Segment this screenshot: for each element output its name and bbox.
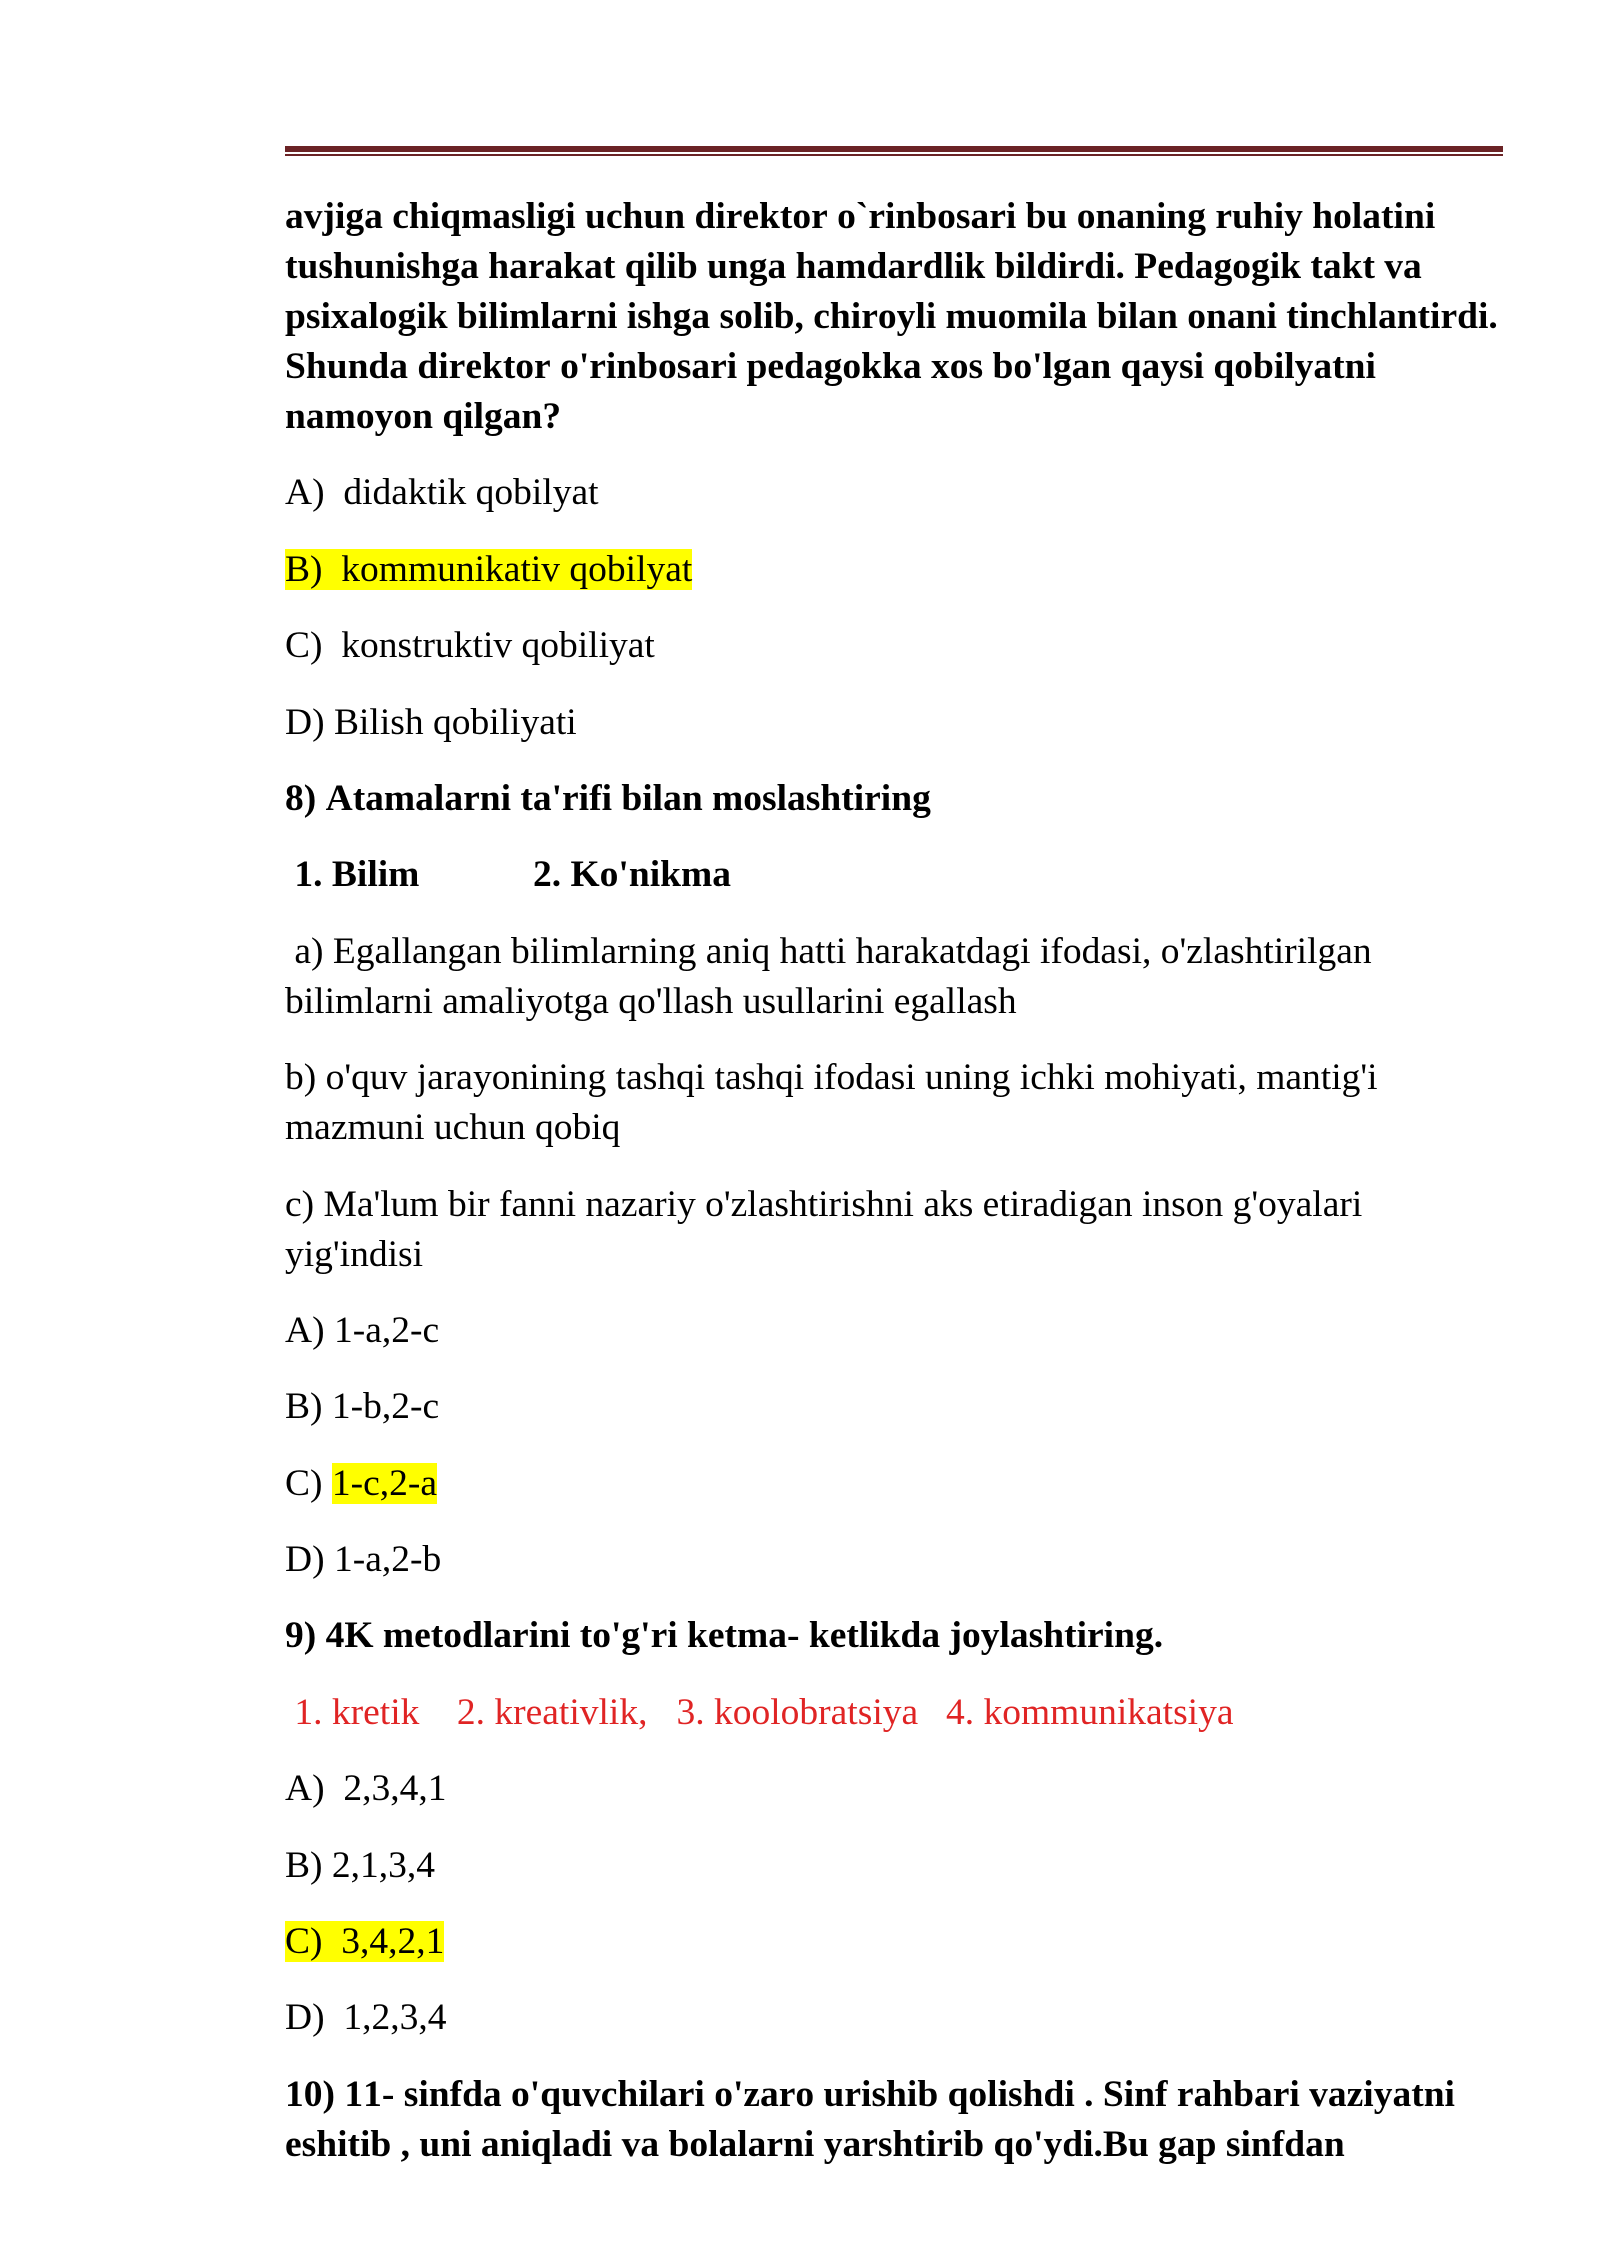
- q9-option-d-content: [285, 1997, 447, 2038]
- q9-option-b: [285, 1841, 1507, 1891]
- option-text: didaktik qobilyat: [343, 472, 599, 514]
- option-label: A): [285, 472, 325, 514]
- option-label: C): [285, 1462, 323, 1504]
- q9-item-3: 3. koolobratsiya: [676, 1691, 919, 1733]
- option-text: kommunikativ qobilyat: [341, 548, 693, 590]
- q8-term-2: 2. Ko'nikma: [533, 854, 731, 896]
- option-label: A): [285, 1309, 325, 1351]
- q7-option-b-content: [285, 549, 692, 590]
- q8-definition-c: c) Ma'lum bir fanni nazariy o'zlashtirishni aks etiradigan inson g'oyalari yig'indisi: [285, 1183, 1363, 1275]
- option-label: D): [285, 1997, 325, 2039]
- q9-item-2: 2. kreativlik,: [456, 1691, 648, 1733]
- q9-item-1: 1. kretik: [294, 1691, 420, 1733]
- option-label: D): [285, 701, 325, 743]
- q7-option-b: [285, 545, 1507, 595]
- q9-item-4: 4. kommunikatsiya: [946, 1691, 1234, 1733]
- option-text: 1-a,2-b: [333, 1539, 442, 1581]
- q8-definition-a: a) Egallangan bilimlarning aniq hatti harakatdagi ifodasi, o'zlashtirilgan bilimlarni amaliyotga qo'llash usullarini egallash: [285, 930, 1372, 1022]
- option-text: 1-c,2-a: [331, 1462, 438, 1504]
- q8-option-d: [285, 1535, 1507, 1585]
- q7-option-a: [285, 468, 1507, 518]
- q7-option-d: [285, 698, 1507, 748]
- option-label: B): [285, 1386, 323, 1428]
- option-text: konstruktiv qobiliyat: [341, 625, 655, 667]
- q8-option-b: [285, 1382, 1507, 1432]
- option-label: D): [285, 1539, 325, 1581]
- q9-question-title: 9) 4K metodlarini to'g'ri ketma- ketlikda joylashtiring.: [285, 1615, 1164, 1657]
- option-text: 1-b,2-c: [331, 1386, 440, 1428]
- option-label: B): [285, 548, 323, 590]
- q7-question-text: avjiga chiqmasligi uchun direktor o`rinbosari bu onaning ruhiy holatini tushunishga harakat qilib unga hamdardlik bildirdi. Pedagogik takt va psixalogik bilimlarni ishga solib, chiroyli muomila bilan onani tinchlantirdi. Shunda direktor o'rinbosari pedagokka xos bo'lgan qaysi qobilyatni namoyon qilgan?: [285, 196, 1498, 437]
- option-text: Bilish qobiliyati: [333, 701, 577, 743]
- q7-option-c-content: [285, 625, 655, 666]
- q8-definition-b: b) o'quv jarayonining tashqi tashqi ifodasi uning ichki mohiyati, mantig'i mazmuni uchun qobiq: [285, 1057, 1378, 1149]
- q9-option-d: [285, 1993, 1507, 2043]
- option-text: 3,4,2,1: [341, 1921, 445, 1963]
- q9-option-a-content: [285, 1768, 447, 1809]
- header-rule-thin-line: [285, 154, 1503, 156]
- q8-option-c: [285, 1459, 1507, 1509]
- document-body: [285, 192, 1507, 2196]
- q7-option-c: [285, 621, 1507, 671]
- q8-terms-line: [285, 850, 1507, 900]
- q8-term-1: 1. Bilim: [294, 854, 420, 896]
- q9-option-a: [285, 1764, 1507, 1814]
- option-label: B): [285, 1844, 323, 1886]
- option-label: C): [285, 625, 323, 667]
- q8-option-a: [285, 1306, 1507, 1356]
- q7-option-a-content: [285, 472, 599, 513]
- option-text: 2,3,4,1: [343, 1768, 447, 1810]
- option-text: 2,1,3,4: [331, 1844, 436, 1886]
- q9-items-line: [285, 1688, 1507, 1738]
- q10-question-text: 10) 11- sinfda o'quvchilari o'zaro urishib qolishdi . Sinf rahbari vaziyatni eshitib , uni aniqladi va bolalarni yarshtirib qo'ydi.Bu gap sinfdan: [285, 2073, 1455, 2165]
- header-rule-thick-line: [285, 146, 1503, 152]
- q9-option-c: [285, 1917, 1507, 1967]
- q9-option-b-content: [285, 1845, 435, 1886]
- option-text: 1,2,3,4: [343, 1997, 447, 2039]
- header-rule: [285, 146, 1503, 156]
- option-label: C): [285, 1921, 323, 1963]
- q9-option-c-content: [285, 1921, 444, 1962]
- option-text: 1-a,2-c: [333, 1309, 440, 1351]
- q7-option-d-content: [285, 702, 577, 743]
- option-label: A): [285, 1768, 325, 1810]
- q8-question-title: 8) Atamalarni ta'rifi bilan moslashtiring: [285, 777, 931, 819]
